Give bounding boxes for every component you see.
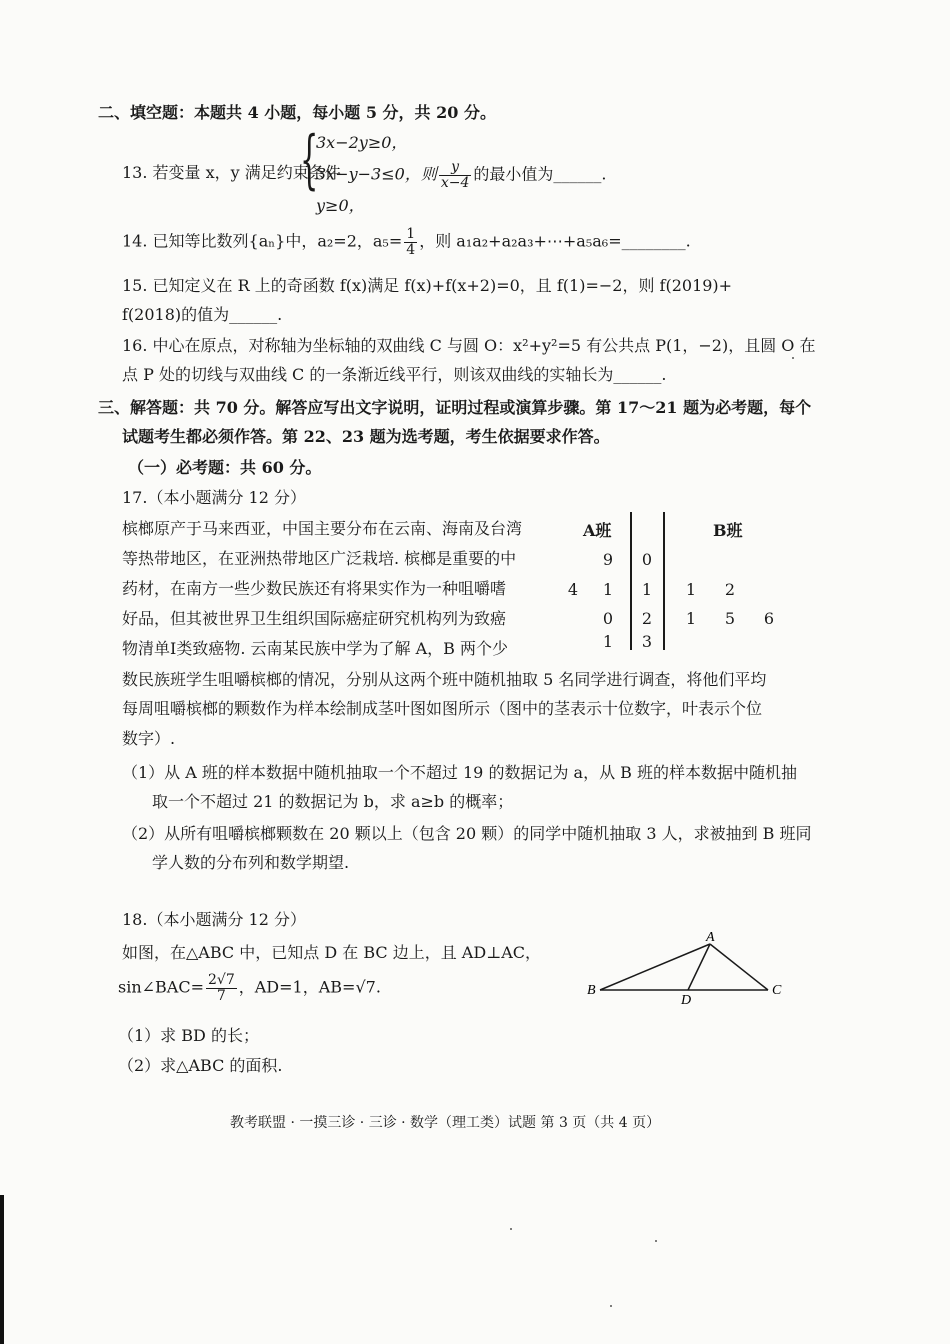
q16-line-1: 16. 中心在原点，对称轴为坐标轴的双曲线 C 与圆 O：x²+y²=5 有公共点 P(1，−2)，且圆 O 在 — [122, 336, 816, 355]
stem: 0 — [641, 550, 653, 569]
a-leaf: 9 — [602, 550, 614, 569]
q14-suffix: ，则 a₁a₂+a₂a₃+⋯+a₅a₆=________. — [419, 231, 691, 251]
q13-fraction — [439, 160, 472, 190]
scan-speck — [792, 357, 794, 359]
label-c: C — [772, 983, 782, 998]
q17-para-7: 每周咀嚼槟榔的颗数作为样本绘制成茎叶图如图所示（图中的茎表示十位数字，叶表示个位 — [122, 699, 763, 718]
label-d: D — [681, 993, 692, 1005]
q18-header: 18.（本小题满分 12 分） — [122, 910, 306, 929]
q18-frac-den: 7 — [216, 987, 226, 1004]
section-3-subheading: （一）必考题：共 60 分。 — [128, 458, 322, 477]
triangle-figure — [580, 930, 790, 1005]
q17-sub2-line-1: （2）从所有咀嚼槟榔颗数在 20 颗以上（包含 20 颗）的同学中随机抽取 3 人，求被抽到 B 班同 — [122, 824, 812, 843]
b-leaf: 6 — [763, 609, 775, 628]
q14-prefix: 14. 已知等比数列{aₙ}中，a₂=2，a₅= — [122, 231, 403, 251]
q18-sin-line — [118, 973, 381, 1003]
q17-para-6: 数民族班学生咀嚼槟榔的情况，分别从这两个班中随机抽取 5 名同学进行调查，将他们平均 — [122, 670, 767, 689]
stem: 3 — [641, 632, 653, 651]
q17-sub1-line-1: （1）从 A 班的样本数据中随机抽取一个不超过 19 的数据记为 a，从 B 班的样本数据中随机抽 — [122, 763, 797, 782]
section-3-line-2: 试题考生都必须作答。第 22、23 题为选考题，考生依据要求作答。 — [122, 427, 610, 446]
stem-divider-right — [663, 512, 665, 650]
q17-para-5: 物清单Ⅰ类致癌物. 云南某民族中学为了解 A，B 两个少 — [122, 639, 508, 658]
q13-prefix: 13. 若变量 x，y 满足约束条件 — [122, 163, 341, 182]
scan-speck — [510, 1228, 512, 1230]
stem-divider-left — [630, 512, 632, 650]
scan-speck — [610, 1305, 612, 1307]
q18-frac-num: 2√7 — [208, 972, 235, 988]
q14-frac-den: 4 — [406, 241, 416, 258]
q17-sub1-line-2: 取一个不超过 21 的数据记为 b，求 a≥b 的概率； — [152, 792, 514, 811]
q13-condition-1: 3x−2y≥0， — [316, 133, 408, 152]
q17-sub2-line-2: 学人数的分布列和数学期望. — [152, 853, 350, 872]
question-14 — [122, 227, 691, 257]
q17-para-1: 槟榔原产于马来西亚，中国主要分布在云南、海南及台湾 — [122, 519, 523, 538]
q17-para-8: 数字）. — [122, 729, 176, 748]
stem: 1 — [641, 580, 653, 599]
q13-condition-2: 3x−y−3≤0，则 — [316, 164, 437, 184]
q17-para-4: 好品，但其被世界卫生组织国际癌症研究机构列为致癌 — [122, 609, 507, 628]
stem-leaf-plot — [555, 512, 800, 657]
q13-suffix: 的最小值为______. — [473, 164, 607, 184]
label-b: B — [587, 983, 596, 998]
section-3-line-1: 三、解答题：共 70 分。解答应写出文字说明，证明过程或演算步骤。第 17～21 题为必考题，每个 — [98, 398, 812, 417]
q13-frac-num: y — [439, 160, 472, 176]
segment-ad — [688, 944, 710, 990]
q14-frac-num: 1 — [406, 226, 416, 242]
b-leaf: 1 — [685, 580, 697, 599]
q17-para-2: 等热带地区，在亚洲热带地区广泛栽培. 槟榔是重要的中 — [122, 549, 517, 568]
page-footer: 教考联盟 · 一摸三诊 · 三诊 · 数学（理工类）试题 第 3 页（共 4 页） — [230, 1115, 661, 1131]
a-leaf: 0 — [602, 609, 614, 628]
a-leaf: 1 — [602, 632, 614, 651]
a-leaf: 4 — [567, 580, 579, 599]
scan-edge-mark — [0, 1195, 4, 1344]
q16-line-2: 点 P 处的切线与双曲线 C 的一条渐近线平行，则该双曲线的实轴长为______. — [122, 365, 667, 384]
q18-sin-prefix: sin∠BAC= — [118, 977, 204, 997]
q18-sin-suffix: ，AD=1，AB=√7. — [238, 977, 381, 997]
q17-header: 17.（本小题满分 12 分） — [122, 488, 306, 507]
q15-line-1: 15. 已知定义在 R 上的奇函数 f(x)满足 f(x)+f(x+2)=0，且 f(1)=−2，则 f(2019)+ — [122, 276, 733, 295]
q18-line-1: 如图，在△ABC 中，已知点 D 在 BC 边上，且 AD⊥AC， — [122, 943, 542, 962]
q15-line-2: f(2018)的值为______. — [122, 305, 283, 324]
label-a: A — [706, 930, 715, 945]
segment-ac — [710, 944, 768, 990]
stem: 2 — [641, 609, 653, 628]
segment-ab — [600, 944, 710, 990]
b-leaf: 2 — [724, 580, 736, 599]
stem-leaf-header-a: A班 — [583, 521, 612, 540]
q18-sub1: （1）求 BD 的长； — [118, 1026, 259, 1045]
b-leaf: 1 — [685, 609, 697, 628]
b-leaf: 5 — [724, 609, 736, 628]
q18-sub2: （2）求△ABC 的面积. — [118, 1056, 283, 1075]
q13-frac-den: x−4 — [440, 174, 470, 191]
q13-condition-3: y≥0， — [316, 196, 365, 215]
section-2-heading: 二、填空题：本题共 4 小题，每小题 5 分，共 20 分。 — [98, 103, 496, 122]
stem-leaf-header-b: B班 — [713, 521, 743, 540]
scan-speck — [655, 1240, 657, 1242]
q17-para-3: 药材，在南方一些少数民族还有将果实作为一种咀嚼嗜 — [122, 579, 507, 598]
q13-brace: { — [300, 123, 319, 197]
a-leaf: 1 — [602, 580, 614, 599]
